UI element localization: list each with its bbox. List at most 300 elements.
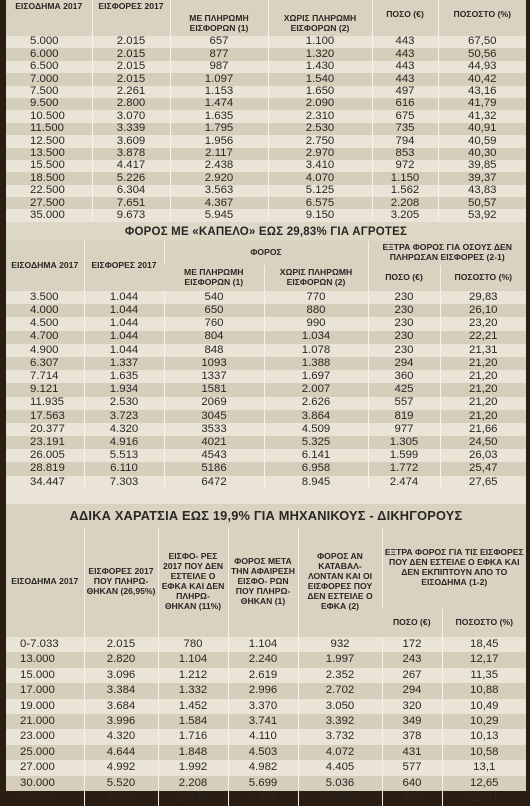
table-cell: 2.090 <box>268 98 372 110</box>
table-cell: 10,29 <box>442 714 526 729</box>
table-cell: 10.500 <box>30 109 65 122</box>
table-cell: 230 <box>368 331 440 344</box>
table-row <box>6 462 526 475</box>
newspaper-page <box>6 0 526 804</box>
table-cell: 4.509 <box>264 423 368 436</box>
table-cell: 5.325 <box>264 436 368 449</box>
table-row <box>6 729 526 744</box>
table-cell: 267 <box>382 668 442 683</box>
table-cell: 6.304 <box>92 185 170 197</box>
table-cell: 21.000 <box>20 714 55 727</box>
table-cell: 3.684 <box>84 699 158 714</box>
table-cell: 1.100 <box>268 36 372 48</box>
header-amount: ΠΟΣΟ (€) <box>368 265 440 291</box>
table-cell: 30.000 <box>20 776 55 789</box>
table-cell: 1.034 <box>264 331 368 344</box>
table-row <box>6 423 526 436</box>
table-cell: 40,30 <box>438 148 526 160</box>
table-cell: 12,41 <box>442 791 526 806</box>
table-cell: 1.650 <box>268 86 372 98</box>
table-cell: 43,83 <box>438 185 526 197</box>
table-cell: 2.015 <box>92 36 170 48</box>
table-cell: 21,20 <box>440 357 526 370</box>
header-contributions: ΕΙΣΦΟΡΕΣ 2017 <box>92 0 170 36</box>
table-cell: 4.992 <box>84 760 158 775</box>
table-row <box>6 476 526 489</box>
table-cell: 1093 <box>164 357 264 370</box>
table-cell: 2.007 <box>264 383 368 396</box>
table-cell: 616 <box>372 98 438 110</box>
table-cell: 880 <box>264 304 368 317</box>
table-cell: 9.673 <box>92 209 170 221</box>
table-cell: 1.153 <box>170 86 268 98</box>
table-section-1 <box>6 0 526 222</box>
header-with-payment: ΜΕ ΠΛΗΡΩΜΗ ΕΙΣΦΟΡΩΝ (1) <box>184 267 244 287</box>
table-cell: 7.303 <box>84 476 164 489</box>
header-paid-contributions: ΕΙΣΦΟΡΕΣ 2017 ΠΟΥ ΠΛΗΡΩ- ΘΗΚΑΝ (26,95%) <box>84 527 158 637</box>
table-cell: 1.104 <box>228 637 298 652</box>
table-cell: 3.070 <box>92 110 170 122</box>
table-cell: 972 <box>372 160 438 172</box>
table-cell: 657 <box>170 36 268 48</box>
header-tax-if-paid: ΦΟΡΟΣ ΑΝ ΚΑΤΑΒΑΛ- ΛΟΝΤΑΝ ΚΑΙ ΟΙ ΕΙΣΦΟΡΕΣ ΠΟΥ ΔΕΝ ΕΣΤΕΙΛΕ Ο ΕΦΚΑ (2) <box>298 527 382 637</box>
table-cell: 13.000 <box>20 653 55 666</box>
table-cell: 2069 <box>164 397 264 410</box>
table-cell: 53,92 <box>438 209 526 221</box>
table-cell: 10,13 <box>442 729 526 744</box>
table-cell: 557 <box>368 397 440 410</box>
table-cell: 27,65 <box>440 476 526 489</box>
table-cell: 3.205 <box>372 209 438 221</box>
table-cell: 1.635 <box>170 110 268 122</box>
table-cell: 4.417 <box>92 160 170 172</box>
table-cell: 2.800 <box>92 98 170 110</box>
table-cell: 13.500 <box>30 147 65 159</box>
table-cell: 4.320 <box>84 423 164 436</box>
table-cell: 1.044 <box>84 291 164 304</box>
table-cell: 6.000 <box>30 47 59 60</box>
table-cell: 4543 <box>164 449 264 462</box>
table-cell: 9.121 <box>30 383 59 396</box>
table-cell: 17.563 <box>30 409 65 422</box>
table-cell: 650 <box>164 304 264 317</box>
table-cell: 3.741 <box>228 714 298 729</box>
table-cell: 1.044 <box>84 317 164 330</box>
table-cell: 990 <box>264 317 368 330</box>
table-cell: 4.900 <box>30 343 59 356</box>
header-amount: ΠΟΣΟ (€) <box>392 617 431 628</box>
table-cell: 1.044 <box>84 331 164 344</box>
table-row <box>6 449 526 462</box>
table-cell: 2.626 <box>264 397 368 410</box>
table-cell: 9.500 <box>30 97 59 110</box>
table-cell: 10,58 <box>442 745 526 760</box>
header-without-payment: ΧΩΡΙΣ ΠΛΗΡΩΜΗ ΕΙΣΦΟΡΩΝ (2) <box>264 265 368 291</box>
table-cell: 2.474 <box>368 476 440 489</box>
table-cell: 1.337 <box>84 357 164 370</box>
table-cell: 360 <box>368 370 440 383</box>
table-section-3 <box>6 504 526 804</box>
table-cell: 2.015 <box>92 48 170 60</box>
table-cell: 1.044 <box>84 344 164 357</box>
table-cell: 1.956 <box>170 135 268 147</box>
table-cell: 18.500 <box>30 171 65 184</box>
table-row <box>6 172 526 184</box>
table-cell: 1337 <box>164 370 264 383</box>
table-cell: 9.150 <box>268 209 372 221</box>
table-cell: 23,20 <box>440 317 526 330</box>
table-cell: 3.392 <box>298 714 382 729</box>
table-cell: 443 <box>372 73 438 85</box>
table-cell: 1.992 <box>158 760 228 775</box>
table-cell: 5.226 <box>92 172 170 184</box>
table-cell: 4021 <box>164 436 264 449</box>
table-row <box>6 436 526 449</box>
table-cell: 6.500 <box>30 60 59 73</box>
table-cell: 26.005 <box>30 449 65 462</box>
table-cell: 3.732 <box>298 729 382 744</box>
table-cell: 4.070 <box>268 172 372 184</box>
table-row <box>6 760 526 775</box>
section-3-title: ΑΔΙΚΑ ΧΑΡΑΤΣΙΑ ΕΩΣ 19,9% ΓΙΑ ΜΗΧΑΝΙΚΟΥΣ - ΔΙΚΗΓΟΡΟΥΣ <box>6 504 526 527</box>
header-tax-group: ΦΟΡΟΣ <box>164 241 368 265</box>
table-cell: 67,50 <box>438 36 526 48</box>
table-cell: 243 <box>382 652 442 667</box>
table-cell: 4.644 <box>84 745 158 760</box>
table-cell: 577 <box>382 760 442 775</box>
header-income: ΕΙΣΟΔΗΜΑ 2017 <box>15 1 83 11</box>
table-cell: 21,31 <box>440 344 526 357</box>
table-cell: 25.000 <box>20 745 55 758</box>
table-cell: 18,45 <box>442 637 526 652</box>
table-cell: 780 <box>158 637 228 652</box>
table-cell: 320 <box>382 699 442 714</box>
table-cell: 3.723 <box>84 410 164 423</box>
table-cell: 172 <box>382 637 442 652</box>
table-row <box>6 185 526 197</box>
table-cell: 40,91 <box>438 123 526 135</box>
table-cell: 819 <box>368 410 440 423</box>
table-2 <box>6 241 526 489</box>
header-percent: ΠΟΣΟΣΤΟ (%) <box>438 0 526 36</box>
table-cell: 29,83 <box>440 291 526 304</box>
header-percent: ΠΟΣΟΣΤΟ (%) <box>440 265 526 291</box>
table-cell: 5.513 <box>84 449 164 462</box>
table-cell: 7.714 <box>30 370 59 383</box>
table-cell: 10,88 <box>442 683 526 698</box>
table-cell: 1.584 <box>158 714 228 729</box>
table-cell: 6.406 <box>228 791 298 806</box>
table-cell: 735 <box>372 123 438 135</box>
table-cell: 5.699 <box>298 791 382 806</box>
table-cell: 5.945 <box>170 209 268 221</box>
table-row <box>6 344 526 357</box>
table-cell: 6.958 <box>264 462 368 475</box>
table-cell: 3.864 <box>264 410 368 423</box>
table-cell: 6.307 <box>30 356 59 369</box>
table-cell: 43,16 <box>438 86 526 98</box>
table-row <box>6 160 526 172</box>
table-cell: 4.503 <box>228 745 298 760</box>
table-row <box>6 397 526 410</box>
table-cell: 21,20 <box>440 397 526 410</box>
table-cell: 853 <box>372 148 438 160</box>
table-cell: 2.970 <box>268 148 372 160</box>
table-cell: 1.716 <box>158 729 228 744</box>
table-cell: 877 <box>170 48 268 60</box>
table-cell: 4.500 <box>30 317 59 330</box>
table-row <box>6 48 526 60</box>
table-row <box>6 61 526 73</box>
table-cell: 4.367 <box>170 197 268 209</box>
table-row <box>6 36 526 48</box>
table-cell: 977 <box>368 423 440 436</box>
table-cell: 3.096 <box>84 668 158 683</box>
table-cell: 20.377 <box>30 422 65 435</box>
table-cell: 1.997 <box>298 652 382 667</box>
table-cell: 987 <box>170 61 268 73</box>
table-cell: 27.500 <box>30 196 65 209</box>
table-cell: 1.104 <box>158 652 228 667</box>
table-cell: 35.000 <box>30 208 65 221</box>
table-cell: 6472 <box>164 476 264 489</box>
table-cell: 5.699 <box>228 776 298 791</box>
table-cell: 50,57 <box>438 197 526 209</box>
table-cell: 12.500 <box>30 134 65 147</box>
table-cell: 40,59 <box>438 135 526 147</box>
table-cell: 378 <box>382 729 442 744</box>
table-cell: 2.352 <box>298 668 382 683</box>
table-section-2 <box>6 222 526 504</box>
table-cell: 2.750 <box>268 135 372 147</box>
table-row <box>6 714 526 729</box>
table-cell: 2.920 <box>170 172 268 184</box>
table-cell: 3.339 <box>92 123 170 135</box>
table-cell: 1.772 <box>368 462 440 475</box>
table-cell: 7.000 <box>30 72 59 85</box>
table-cell: 2.996 <box>228 683 298 698</box>
table-row <box>6 110 526 122</box>
header-amount: ΠΟΣΟ (€) <box>372 0 438 36</box>
table-cell: 26,10 <box>440 304 526 317</box>
table-cell: 1.848 <box>158 745 228 760</box>
table-cell: 1.452 <box>158 699 228 714</box>
header-percent: ΠΟΣΟΣΤΟ (%) <box>442 609 526 637</box>
table-cell: 3.500 <box>30 290 59 303</box>
table-cell: 6.110 <box>84 462 164 475</box>
table-cell: 794 <box>372 135 438 147</box>
table-cell: 2.117 <box>170 148 268 160</box>
table-cell: 1.305 <box>368 436 440 449</box>
table-cell: 39,85 <box>438 160 526 172</box>
table-cell: 1.097 <box>170 73 268 85</box>
header-income: ΕΙΣΟΔΗΜΑ 2017 <box>11 260 79 271</box>
table-cell: 4.110 <box>228 729 298 744</box>
table-cell: 19.000 <box>20 699 55 712</box>
table-cell: 21,20 <box>440 370 526 383</box>
table-cell: 1.697 <box>264 370 368 383</box>
table-cell: 1.562 <box>372 185 438 197</box>
table-cell: 497 <box>372 86 438 98</box>
table-cell: 3.410 <box>268 160 372 172</box>
table-cell: 2.208 <box>158 776 228 791</box>
table-cell: 22.500 <box>30 184 65 197</box>
table-cell: 4.072 <box>298 745 382 760</box>
header-income: ΕΙΣΟΔΗΜΑ 2017 <box>11 576 79 587</box>
table-cell: 2.310 <box>268 110 372 122</box>
table-cell: 2.702 <box>298 683 382 698</box>
table-cell: 7.651 <box>92 197 170 209</box>
table-row <box>6 291 526 304</box>
table-cell: 2.015 <box>92 73 170 85</box>
table-cell: 2.208 <box>372 197 438 209</box>
table-cell: 2.261 <box>92 86 170 98</box>
table-row <box>6 745 526 760</box>
table-cell: 6.084 <box>84 791 158 806</box>
table-cell: 675 <box>372 110 438 122</box>
table-cell: 44,93 <box>438 61 526 73</box>
table-cell: 17.000 <box>20 684 55 697</box>
table-row <box>6 73 526 85</box>
table-row <box>6 370 526 383</box>
table-cell: 3045 <box>164 410 264 423</box>
table-cell: 34.447 <box>30 475 65 488</box>
table-cell: 10,49 <box>442 699 526 714</box>
table-cell: 1.320 <box>268 48 372 60</box>
table-1 <box>6 0 526 222</box>
table-row <box>6 98 526 110</box>
table-row <box>6 148 526 160</box>
table-cell: 41,79 <box>438 98 526 110</box>
table-cell: 1.430 <box>268 61 372 73</box>
header-unpaid-contributions: ΕΙΣΦΟ- ΡΕΣ 2017 ΠΟΥ ΔΕΝ ΕΣΤΕΙΛΕ Ο ΕΦΚΑ ΚΑΙ ΔΕΝ ΠΛΗΡΩ- ΘΗΚΑΝ (11%) <box>158 527 228 637</box>
table-cell: 2.015 <box>84 637 158 652</box>
table-cell: 294 <box>382 683 442 698</box>
table-cell: 2.619 <box>228 668 298 683</box>
table-row <box>6 668 526 683</box>
table-cell: 41,32 <box>438 110 526 122</box>
table-cell: 3.878 <box>92 148 170 160</box>
section-2-title: ΦΟΡΟΣ ΜΕ «ΚΑΠΕΛΟ» ΕΩΣ 29,83% ΓΙΑ ΑΓΡΟΤΕΣ <box>6 222 526 241</box>
table-cell: 11.935 <box>30 396 64 409</box>
table-cell: 5.036 <box>298 776 382 791</box>
table-cell: 2.820 <box>84 652 158 667</box>
header-with-payment: ΜΕ ΠΛΗΡΩΜΗ ΕΙΣΦΟΡΩΝ (1) <box>170 0 268 36</box>
table-cell: 230 <box>368 291 440 304</box>
table-cell: 4.982 <box>228 760 298 775</box>
table-cell: 1.795 <box>170 123 268 135</box>
table-cell: 15.000 <box>20 668 55 681</box>
table-cell: 230 <box>368 304 440 317</box>
table-cell: 294 <box>368 357 440 370</box>
table-cell: 11,35 <box>442 668 526 683</box>
table-cell: 1.150 <box>372 172 438 184</box>
table-cell: 1.934 <box>84 383 164 396</box>
table-cell: 1.332 <box>158 683 228 698</box>
table-row <box>6 776 526 791</box>
table-cell: 2.438 <box>170 160 268 172</box>
table-cell: 1.078 <box>264 344 368 357</box>
table-cell: 5186 <box>164 462 264 475</box>
table-cell: 540 <box>164 291 264 304</box>
table-row <box>6 86 526 98</box>
table-cell: 770 <box>264 291 368 304</box>
table-cell: 40,42 <box>438 73 526 85</box>
table-row <box>6 135 526 147</box>
table-cell: 932 <box>298 637 382 652</box>
table-cell: 2.530 <box>268 123 372 135</box>
table-cell: 230 <box>368 317 440 330</box>
header-extra-tax-group: ΕΞΤΡΑ ΦΟΡΟΣ ΓΙΑ ΟΣΟΥΣ ΔΕΝ ΠΛΗΡΩΣΑΝ ΕΙΣΦΟΡΕΣ (2-1) <box>368 241 526 265</box>
table-cell: 5.000 <box>30 35 59 48</box>
table-cell: 349 <box>382 714 442 729</box>
table-cell: 5.520 <box>84 776 158 791</box>
table-row <box>6 331 526 344</box>
table-row <box>6 357 526 370</box>
header-without-payment: ΧΩΡΙΣ ΠΛΗΡΩΜΗ ΕΙΣΦΟΡΩΝ (2) <box>268 0 372 36</box>
table-cell: 4.405 <box>298 760 382 775</box>
table-cell: 25,47 <box>440 462 526 475</box>
table-row <box>6 123 526 135</box>
table-cell: 848 <box>164 344 264 357</box>
table-cell: 3.384 <box>84 683 158 698</box>
table-cell: 230 <box>368 344 440 357</box>
table-cell: 1.212 <box>158 668 228 683</box>
table-cell: 1.388 <box>264 357 368 370</box>
table-cell: 5.125 <box>268 185 372 197</box>
table-cell: 3.609 <box>92 135 170 147</box>
table-cell: 33.000 <box>20 791 55 804</box>
table-cell: 2.436 <box>158 791 228 806</box>
table-cell: 39,37 <box>438 172 526 184</box>
table-row <box>6 410 526 423</box>
table-row <box>6 304 526 317</box>
table-cell: 6.141 <box>264 449 368 462</box>
table-cell: 4.000 <box>30 304 59 317</box>
table-cell: 443 <box>372 61 438 73</box>
table-cell: 50,56 <box>438 48 526 60</box>
table-cell: 27.000 <box>20 761 55 774</box>
table-cell: 3.050 <box>298 699 382 714</box>
table-row <box>6 791 526 806</box>
table-cell: 3.996 <box>84 714 158 729</box>
table-cell: 6.575 <box>268 197 372 209</box>
table-cell: 3.563 <box>170 185 268 197</box>
table-row <box>6 683 526 698</box>
table-row <box>6 197 526 209</box>
table-cell: 21,66 <box>440 423 526 436</box>
table-cell: 13,1 <box>442 760 526 775</box>
table-cell: 760 <box>164 317 264 330</box>
table-cell: 1.635 <box>84 370 164 383</box>
table-cell: 7.500 <box>30 85 59 98</box>
table-cell: 1.540 <box>268 73 372 85</box>
table-cell: 443 <box>372 36 438 48</box>
table-cell: 3.370 <box>228 699 298 714</box>
table-cell: 4.700 <box>30 330 59 343</box>
table-cell: 707 <box>382 791 442 806</box>
header-contributions: ΕΙΣΦΟΡΕΣ 2017 <box>84 241 164 291</box>
table-cell: 431 <box>382 745 442 760</box>
table-cell: 28.819 <box>30 462 65 475</box>
table-cell: 1581 <box>164 383 264 396</box>
table-row <box>6 637 526 652</box>
table-cell: 4.320 <box>84 729 158 744</box>
table-cell: 23.191 <box>30 435 65 448</box>
table-row <box>6 383 526 396</box>
table-cell: 443 <box>372 48 438 60</box>
table-cell: 24,50 <box>440 436 526 449</box>
